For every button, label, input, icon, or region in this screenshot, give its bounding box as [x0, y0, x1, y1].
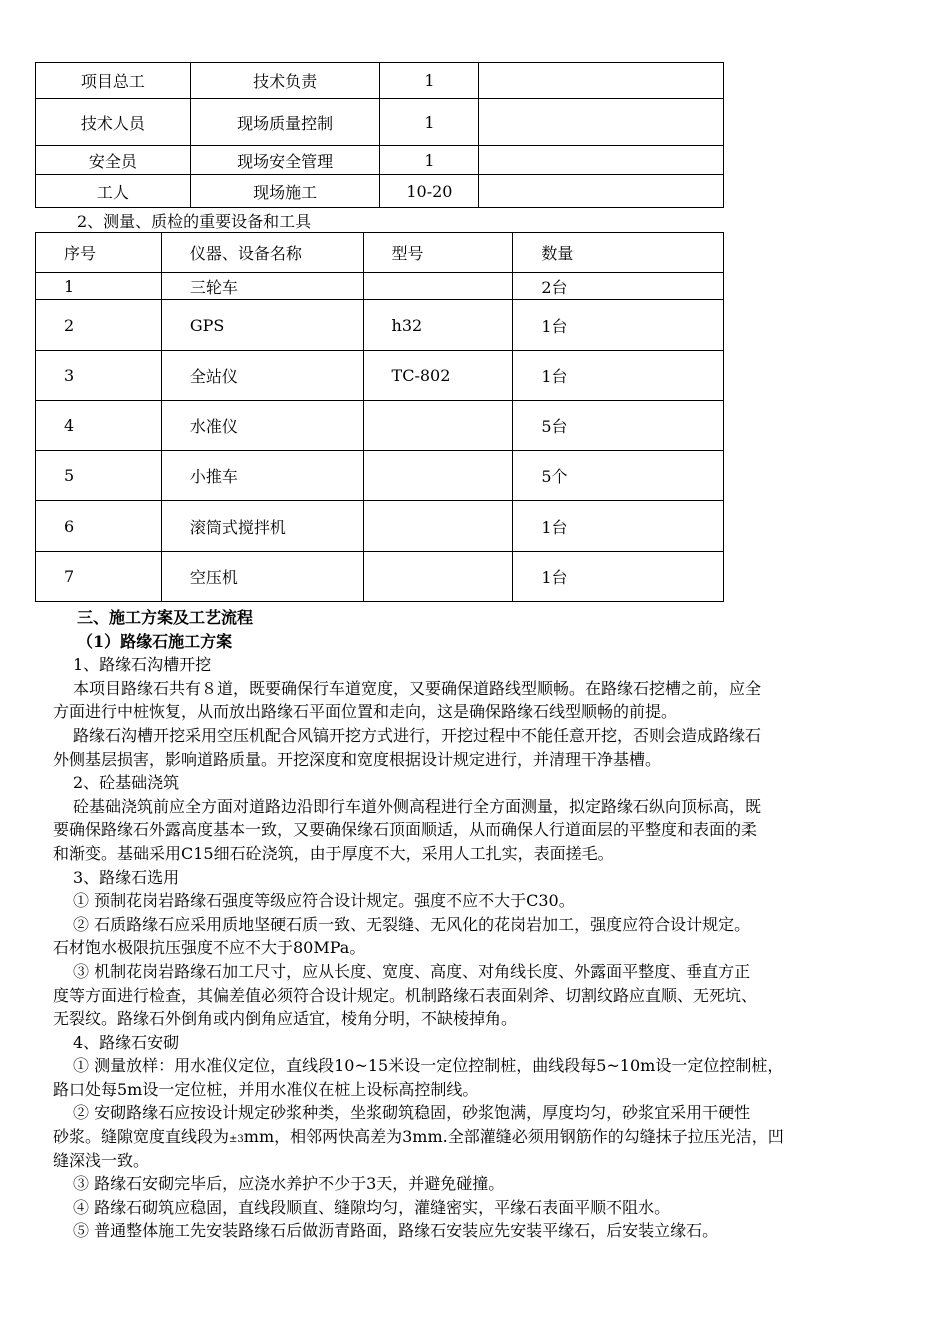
paragraph-line: 路口处每5m设一定位桩，并用水准仪在桩上设标高控制线。 [53, 1079, 479, 1099]
column-header: 序号 [36, 233, 162, 273]
table-cell: 现场施工 [190, 175, 380, 208]
document-body [53, 606, 899, 1243]
table-cell: GPS [161, 300, 363, 351]
item-title: 4、路缘石安砌 [73, 1032, 180, 1052]
paragraph-line: 和渐变。基础采用C15细石砼浇筑，由于厚度不大，采用人工扎实，表面搓毛。 [53, 843, 614, 863]
table-cell: 1 [380, 146, 479, 175]
table-cell: h32 [363, 300, 513, 351]
table-row [36, 273, 724, 300]
tolerance-value: ±3 [229, 1134, 244, 1146]
text-run: 砂浆。缝隙宽度直线段为 [53, 1127, 230, 1147]
staff-table [35, 62, 724, 208]
table-cell: 小推车 [161, 451, 363, 501]
section-heading: 三、施工方案及工艺流程 [77, 608, 254, 627]
table-cell [363, 451, 513, 501]
table-header-row [36, 233, 724, 273]
table-row [36, 351, 724, 401]
table-row [36, 501, 724, 552]
column-header: 仪器、设备名称 [161, 233, 363, 273]
table-cell: 1台 [513, 552, 724, 602]
paragraph-line: 方面进行中桩恢复，从而放出路缘石平面位置和走向，这是确保路缘石线型顺畅的前提。 [53, 702, 678, 722]
table-cell: 1台 [513, 300, 724, 351]
table-cell [479, 146, 724, 175]
table-row [36, 552, 724, 602]
table-cell [479, 99, 724, 146]
table-cell: 技术人员 [36, 99, 191, 146]
paragraph-line: 路缘石沟槽开挖采用空压机配合风镐开挖方式进行，开挖过程中不能任意开挖，否则会造成路缘石 [73, 725, 762, 745]
list-item: ② 安砌路缘石应按设计规定砂浆种类，坐浆砌筑稳固，砂浆饱满，厚度均匀，砂浆宜采用干硬性 [73, 1103, 751, 1123]
table-cell: 4 [36, 401, 162, 451]
subsection-heading: （1）路缘石施工方案 [77, 631, 233, 651]
table-cell: 1台 [513, 501, 724, 552]
item-title: 2、砼基础浇筑 [73, 773, 180, 793]
item-title: 1、路缘石沟槽开挖 [73, 655, 212, 675]
table-cell: 1台 [513, 351, 724, 401]
table-cell: 工人 [36, 175, 191, 208]
list-item: ① 预制花岗岩路缘石强度等级应符合设计规定。强度不应不大于C30。 [73, 891, 575, 911]
paragraph-line: 缝深浅一致。 [53, 1150, 150, 1170]
column-header: 数量 [513, 233, 724, 273]
table-cell: 三轮车 [161, 273, 363, 300]
paragraph-line: 要确保路缘石外露高度基本一致，又要确保缘石顶面顺适，从而确保人行道面层的平整度和表面的柔 [53, 820, 758, 840]
table-cell: TC-802 [363, 351, 513, 401]
table-cell: 1 [36, 273, 162, 300]
table-cell [363, 401, 513, 451]
equipment-caption: 2、测量、质检的重要设备和工具 [77, 212, 312, 231]
table-cell [479, 175, 724, 208]
table-cell: 技术负责 [190, 63, 380, 99]
table-cell: 5个 [513, 451, 724, 501]
table-cell: 现场安全管理 [190, 146, 380, 175]
table-row [36, 175, 724, 208]
paragraph-line: 外侧基层损害，影响道路质量。开挖深度和宽度根据设计规定进行，并清理干净基槽。 [53, 749, 662, 769]
table-cell: 安全员 [36, 146, 191, 175]
table-row [36, 63, 724, 99]
table-row [36, 401, 724, 451]
paragraph-line: 石材饱水极限抗压强度不应不大于80MPa。 [53, 938, 366, 958]
table-cell: 项目总工 [36, 63, 191, 99]
list-item: ① 测量放样：用水准仪定位，直线段10~15米设一定位控制桩，曲线段每5~10m设一定位控制桩， [73, 1056, 784, 1076]
table-cell [363, 501, 513, 552]
table-cell [479, 63, 724, 99]
table-cell: 2 [36, 300, 162, 351]
table-cell: 5 [36, 451, 162, 501]
table-cell: 滚筒式搅拌机 [161, 501, 363, 552]
table-cell: 水准仪 [161, 401, 363, 451]
table-row [36, 451, 724, 501]
table-cell: 全站仪 [161, 351, 363, 401]
table-cell: 6 [36, 501, 162, 552]
text-run: mm，相邻两快高差为3mm.全部灌缝必须用钢筋作的勾缝抹子拉压光洁，凹 [243, 1127, 784, 1147]
table-cell: 2台 [513, 273, 724, 300]
list-item: ③ 机制花岗岩路缘石加工尺寸，应从长度、宽度、高度、对角线长度、外露面平整度、垂直方正 [73, 961, 751, 981]
table-cell: 10-20 [380, 175, 479, 208]
table-cell: 1 [380, 99, 479, 146]
table-cell: 空压机 [161, 552, 363, 602]
column-header: 型号 [363, 233, 513, 273]
table-row [36, 146, 724, 175]
table-cell: 7 [36, 552, 162, 602]
paragraph-line: 本项目路缘石共有８道，既要确保行车道宽度，又要确保道路线型顺畅。在路缘石挖槽之前，应全 [73, 678, 762, 698]
paragraph-line: 无裂纹。路缘石外倒角或内倒角应适宜，棱角分明，不缺棱掉角。 [53, 1009, 518, 1029]
list-item: ② 石质路缘石应采用质地坚硬石质一致、无裂缝、无风化的花岗岩加工，强度应符合设计规定。 [73, 914, 751, 934]
list-item: ④ 路缘石砌筑应稳固，直线段顺直、缝隙均匀，灌缝密实，平缘石表面平顺不阻水。 [73, 1197, 671, 1217]
table-row [36, 300, 724, 351]
item-title: 3、路缘石选用 [73, 867, 180, 887]
paragraph-line [53, 1125, 899, 1149]
paragraph-line: 度等方面进行检查，其偏差值必须符合设计规定。机制路缘石表面剁斧、切割纹路应直顺、无死坑、 [53, 985, 758, 1005]
table-cell: 3 [36, 351, 162, 401]
list-item: ⑤ 普通整体施工先安装路缘石后做沥青路面，路缘石安装应先安装平缘石，后安装立缘石。 [73, 1221, 719, 1241]
list-item: ③ 路缘石安砌完毕后，应浇水养护不少于3天，并避免碰撞。 [73, 1174, 505, 1194]
paragraph-line: 砼基础浇筑前应全方面对道路边沿即行车道外侧高程进行全方面测量，拟定路缘石纵向顶标高，既 [73, 796, 762, 816]
table-cell [363, 552, 513, 602]
table-cell: 现场质量控制 [190, 99, 380, 146]
equipment-table [35, 232, 724, 602]
table-cell: 5台 [513, 401, 724, 451]
table-row [36, 99, 724, 146]
table-cell [363, 273, 513, 300]
table-cell: 1 [380, 63, 479, 99]
